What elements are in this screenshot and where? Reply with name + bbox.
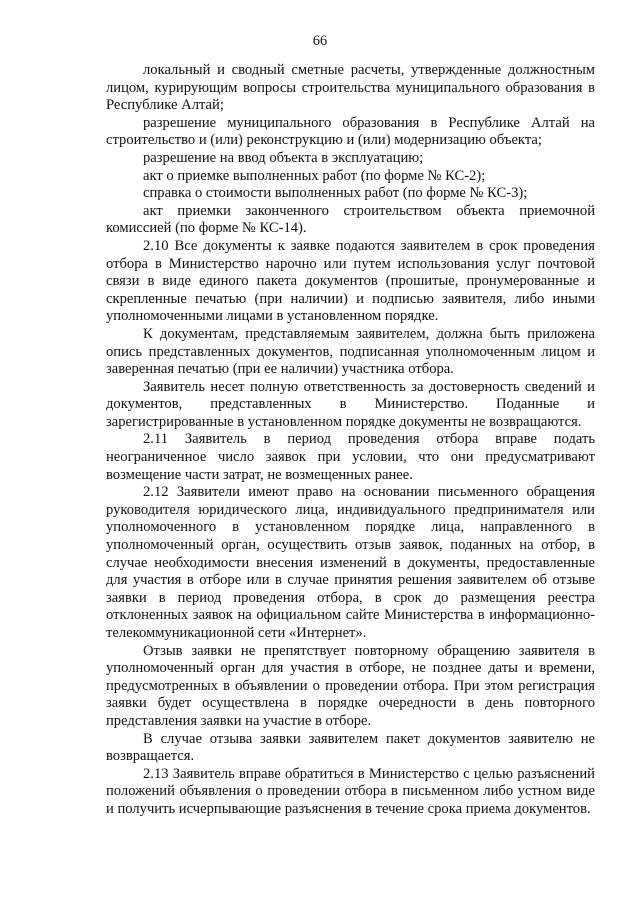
paragraph-2-12: 2.12 Заявители имеют право на основании письменного обращения руководителя юридического лица, индивидуального предпринимателя или уполномоченного в установленном порядке лица, направленного в уполномоченный орган, осуществить отзыв заявок, поданных на отбор, в случае необходимости внесения изменений в документы, предоставленные для участия в отборе или в случае принятия решения заявителем об отзыве заявки в период проведения отбора, в срок до размещения реестра отклоненных заявок на официальном сайте Министерства в информационно-телекоммуникационной сети «Интернет». xyxy=(106,484,595,641)
paragraph-act-ks14: акт приемки законченного строительством объекта приемочной комиссией (по форме № КС-14). xyxy=(106,202,595,237)
paragraph-inventory: К документам, представляемым заявителем, должна быть приложена опись представленных документов, подписанная уполномоченным лицом и заверенная печатью (при ее наличии) участника отбора. xyxy=(106,325,595,378)
paragraph-2-13: 2.13 Заявитель вправе обратиться в Министерство с целью разъяснений положений объявления о проведении отбора в письменном либо устном виде и получить исчерпывающие разъяснения в течение срока приема документов. xyxy=(106,765,595,817)
paragraph-2-10: 2.10 Все документы к заявке подаются заявителем в срок проведения отбора в Министерство нарочно или путем использования услуг почтовой связи в виде единого пакета документов (прошитые, пронумерованные и скрепленные печатью (при наличии) и подписью заявителя, либо иными уполномоченными лицами в установленном порядке. xyxy=(106,237,595,325)
paragraph-no-return: В случае отзыва заявки заявителем пакет документов заявителю не возвращается. xyxy=(106,730,595,765)
paragraph-withdrawal: Отзыв заявки не препятствует повторному обращению заявителя в уполномоченный орган для участия в отборе, не позднее даты и времени, предусмотренных в объявлении о проведении отбора. При этом регистрация заявки будет осуществлена в порядке очередности в день повторного представления заявки на участие в отборе. xyxy=(106,642,595,729)
paragraph-responsibility: Заявитель несет полную ответственность за достоверность сведений и документов, представленных в Министерство. Поданные и зарегистрированные в установленном порядке документы не возвращаются. xyxy=(106,378,595,430)
paragraph-2-11: 2.11 Заявитель в период проведения отбора вправе подать неограниченное число заявок при условии, что они предусматривают возмещение части затрат, не возмещенных ранее. xyxy=(106,431,595,483)
paragraph-act-ks2: акт о приемке выполненных работ (по форме № КС-2); xyxy=(143,167,486,184)
paragraph-commissioning-permit: разрешение на ввод объекта в эксплуатацию; xyxy=(143,149,424,166)
paragraph-estimate-calculations: локальный и сводный сметные расчеты, утвержденные должностным лицом, курирующим вопросы строительства муниципального образования в Республике Алтай; xyxy=(106,62,595,114)
document-body xyxy=(106,62,595,819)
paragraph-construction-permit: разрешение муниципального образования в Республике Алтай на строительство и (или) реконструкцию и (или) модернизацию объекта; xyxy=(106,114,595,149)
page-number: 66 xyxy=(312,33,328,49)
paragraph-certificate-ks3: справка о стоимости выполненных работ (по форме № КС-3); xyxy=(143,185,528,202)
